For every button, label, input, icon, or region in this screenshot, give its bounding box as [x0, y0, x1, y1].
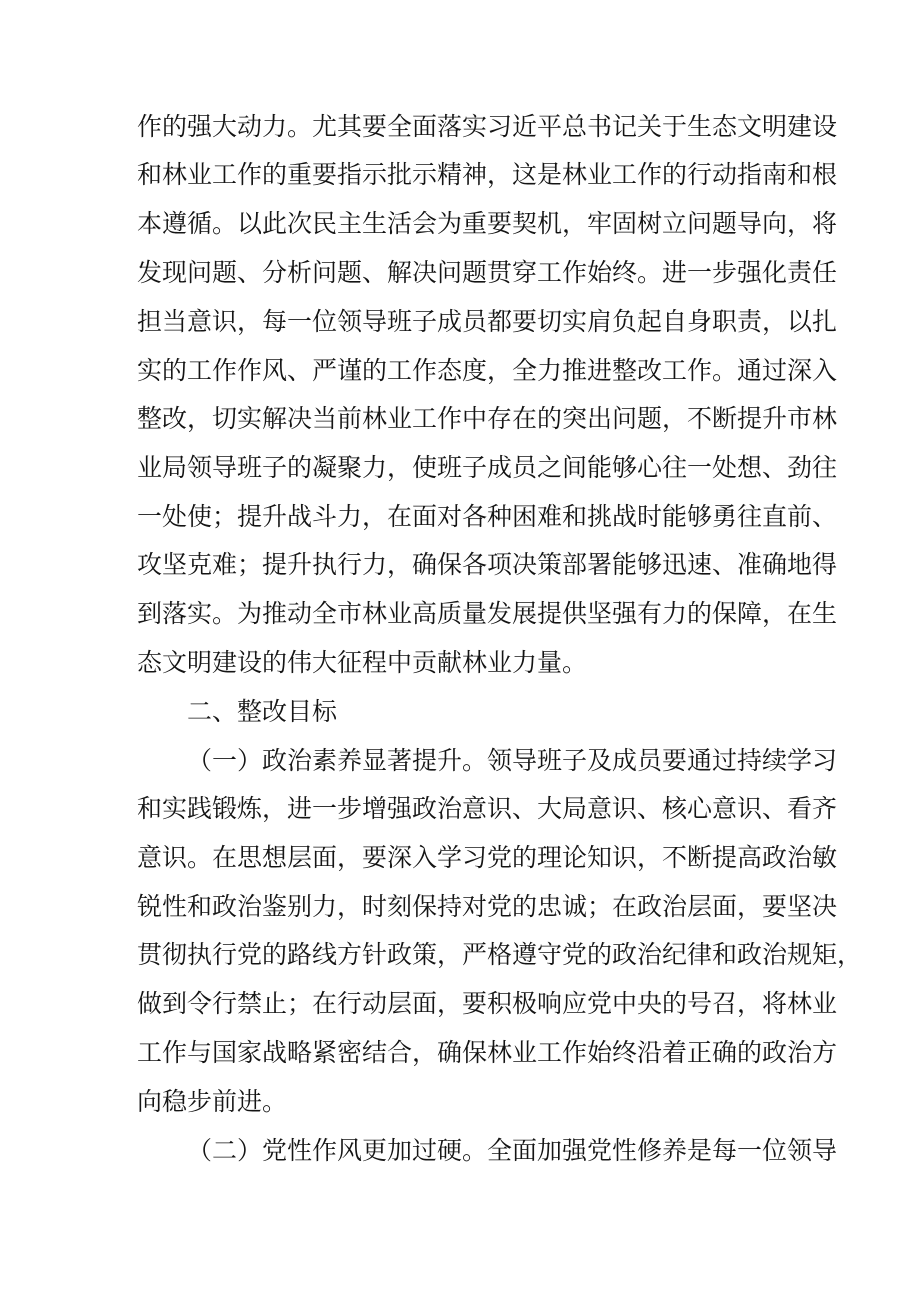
text-line: 作的强大动力。尤其要全面落实习近平总书记关于生态文明建设 — [137, 112, 838, 141]
section-heading: 二、整改目标 — [187, 697, 338, 726]
text-line: 到落实。为推动全市林业高质量发展提供坚强有力的保障，在生 — [137, 599, 838, 628]
text-line: （一）政治素养显著提升。领导班子及成员要通过持续学习 — [187, 746, 838, 775]
text-line: 工作与国家战略紧密结合，确保林业工作始终沿着正确的政治方 — [137, 1038, 838, 1067]
text-line: 意识。在思想层面，要深入学习党的理论知识，不断提高政治敏 — [137, 843, 838, 872]
text-line: 锐性和政治鉴别力，时刻保持对党的忠诚；在政治层面，要坚决 — [137, 892, 838, 921]
text-line: 实的工作作风、严谨的工作态度，全力推进整改工作。通过深入 — [137, 356, 838, 385]
text-line: 攻坚克难；提升执行力，确保各项决策部署能够迅速、准确地得 — [137, 550, 838, 579]
text-line: 担当意识，每一位领导班子成员都要切实肩负起自身职责，以扎 — [137, 307, 838, 336]
text-line: 做到令行禁止；在行动层面，要积极响应党中央的号召，将林业 — [137, 989, 838, 1018]
text-line: 态文明建设的伟大征程中贡献林业力量。 — [137, 648, 588, 677]
text-line: 业局领导班子的凝聚力，使班子成员之间能够心往一处想、劲往 — [137, 453, 838, 482]
text-line: （二）党性作风更加过硬。全面加强党性修养是每一位领导 — [187, 1136, 838, 1165]
text-line: 向稳步前进。 — [137, 1087, 288, 1116]
text-line: 贯彻执行党的路线方针政策，严格遵守党的政治纪律和政治规矩， — [137, 940, 863, 969]
text-line: 一处使；提升战斗力，在面对各种困难和挑战时能够勇往直前、 — [137, 502, 838, 531]
text-line: 和林业工作的重要指示批示精神，这是林业工作的行动指南和根 — [137, 160, 838, 189]
text-line: 整改，切实解决当前林业工作中存在的突出问题，不断提升市林 — [137, 404, 838, 433]
text-line: 和实践锻炼，进一步增强政治意识、大局意识、核心意识、看齐 — [137, 794, 838, 823]
text-line: 发现问题、分析问题、解决问题贯穿工作始终。进一步强化责任 — [137, 258, 838, 287]
text-line: 本遵循。以此次民主生活会为重要契机，牢固树立问题导向，将 — [137, 209, 838, 238]
